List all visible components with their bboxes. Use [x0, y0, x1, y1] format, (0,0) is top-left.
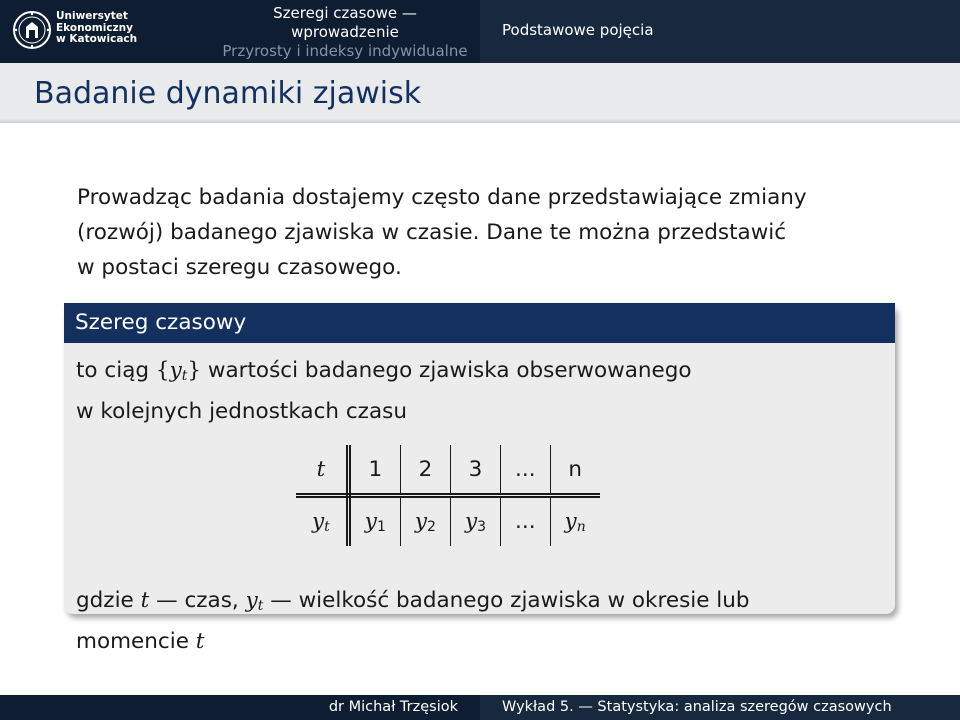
cell-var: ...	[515, 509, 536, 534]
intro-paragraph	[77, 180, 897, 285]
nav-subsection[interactable]: Podstawowe pojęcia	[502, 21, 654, 39]
where-line	[76, 624, 876, 660]
where-line	[76, 583, 876, 624]
table-cell	[450, 496, 500, 547]
table-cell	[501, 496, 551, 547]
header-bar	[0, 0, 960, 63]
definition-block	[64, 303, 895, 654]
cell-var: y	[364, 509, 377, 534]
header-right	[480, 0, 960, 63]
nav-section-intro[interactable]: Szeregi czasowe — wprowadzenie	[273, 4, 417, 41]
def-suffix: wartości badanego zjawiska obserwowanego	[207, 358, 692, 383]
where-dash2: — wielkość badanego zjawiska w okresie lub	[270, 588, 750, 613]
table-cell: 1	[348, 445, 400, 496]
cell-sub: 2	[427, 519, 436, 535]
table-cell	[348, 496, 400, 547]
def-sub: t	[181, 368, 188, 384]
table-cell	[296, 496, 348, 547]
where-text	[76, 583, 876, 660]
where-t: t	[140, 588, 150, 613]
where-dash1: — czas,	[156, 588, 239, 613]
table-cell	[400, 496, 450, 547]
cell-var: y	[414, 509, 428, 534]
where-word: gdzie	[76, 588, 134, 613]
where-moment: momencie	[76, 629, 189, 654]
def-var: y	[169, 358, 182, 383]
cell-var: y	[464, 509, 478, 534]
nav-section-increments[interactable]: Przyrosty i indeksy indywidualne	[222, 42, 468, 60]
footer-author: dr Michał Trzęsiok	[328, 699, 458, 715]
header-left	[0, 0, 480, 63]
university-name	[56, 11, 137, 46]
table-row	[296, 496, 600, 547]
where-y: y	[245, 588, 258, 613]
table-cell: 3	[450, 445, 500, 496]
table-cell: 2	[400, 445, 450, 496]
university-name-line: Ekonomiczny	[56, 21, 133, 34]
cell-sub: 1	[376, 519, 386, 535]
cell-sub: n	[576, 519, 586, 535]
slide-title: Badanie dynamiki zjawisk	[34, 76, 422, 111]
brace-close: }	[187, 358, 202, 383]
footer-lecture: Wykład 5. — Statystyka: analiza szeregów czasowych	[480, 695, 960, 720]
definition-text	[76, 353, 692, 429]
definition-line: w kolejnych jednostkach czasu	[76, 399, 407, 424]
where-t2: t	[195, 629, 205, 654]
intro-line: w postaci szeregu czasowego.	[77, 255, 402, 280]
where-ysub: t	[257, 598, 264, 614]
table-cell: n	[550, 445, 600, 496]
definition-line	[76, 353, 692, 394]
brace-open: {	[155, 358, 170, 383]
table-cell: ...	[501, 445, 551, 496]
cell-sub: t	[324, 519, 330, 535]
cell-sub: 3	[477, 519, 487, 535]
table-cell: t	[296, 445, 348, 496]
table-row	[296, 445, 600, 496]
university-name-line: w Katowicach	[56, 33, 138, 45]
title-shadow	[0, 119, 960, 123]
def-prefix: to ciąg	[76, 358, 150, 383]
intro-line: Prowadząc badania dostajemy często dane przedstawiające zmiany	[77, 185, 807, 210]
university-name-line: Uniwersytet	[56, 10, 128, 22]
university-logo-icon	[12, 10, 52, 50]
cell-var: y	[312, 509, 325, 534]
block-title: Szereg czasowy	[64, 303, 895, 343]
time-series-table	[296, 445, 600, 546]
table-cell	[550, 496, 600, 547]
footer-bar	[0, 695, 960, 720]
intro-line: (rozwój) badanego zjawiska w czasie. Dane te można przedstawić	[77, 220, 787, 245]
cell-var: y	[564, 509, 577, 534]
